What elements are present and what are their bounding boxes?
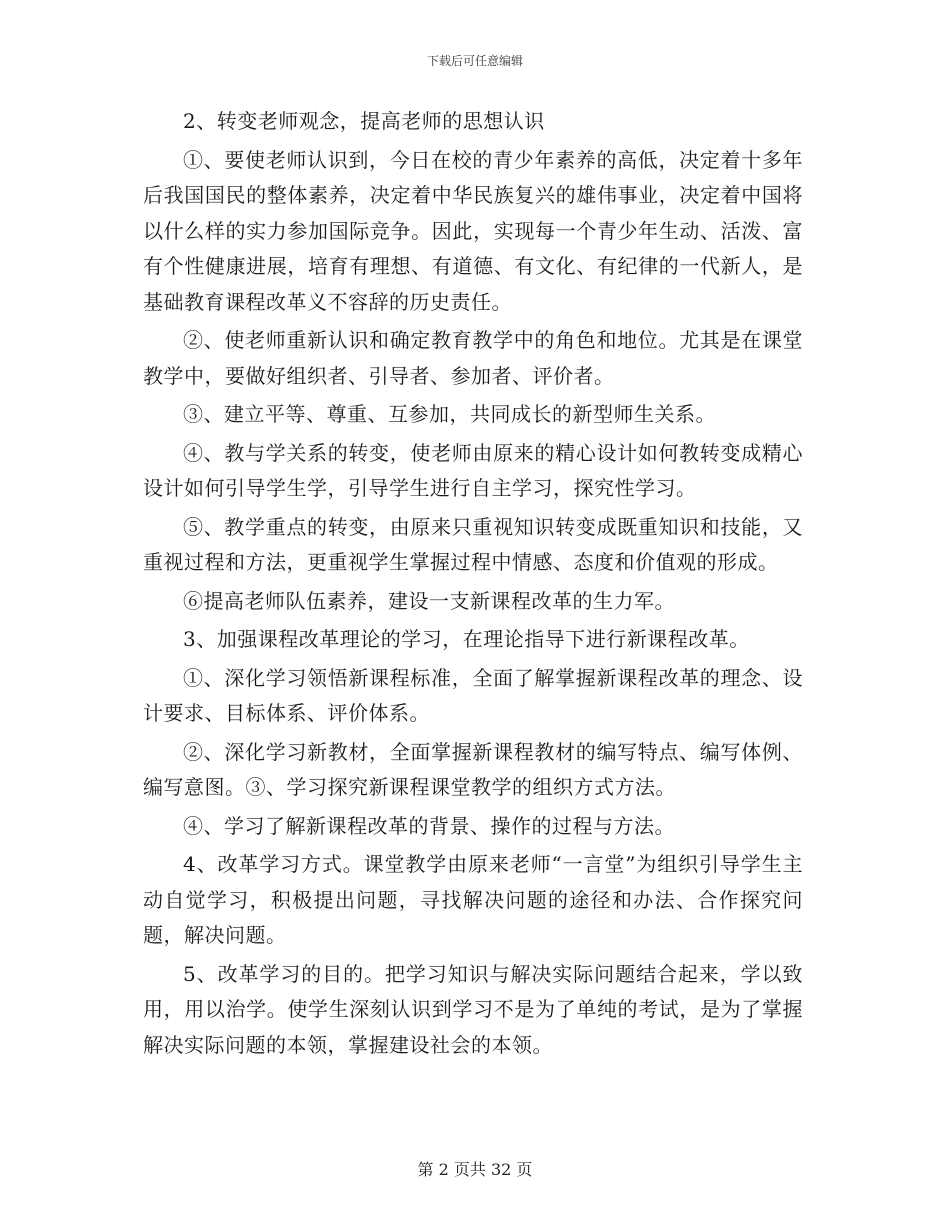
page-header: 下载后可任意编辑 [426, 54, 523, 68]
paragraph-heading-4: 4、改革学习方式。课堂教学由原来老师“一言堂”为组织引导学生主动自觉学习，积极提出问题，寻找解决问题的途径和办法、合作探究问题，解决问题。 [143, 852, 803, 947]
paragraph: ①、要使老师认识到，今日在校的青少年素养的高低，决定着十多年后我国国民的整体素养，决定着中华民族复兴的雄伟事业，决定着中国将以什么样的实力参加国际竞争。因此，实现每一个青少年生动、活泼、富有个性健康进展，培育有理想、有道德、有文化、有纪律的一代新人，是基础教育课程改革义不容辞的历史责任。 [143, 147, 803, 314]
paragraph-heading-5: 5、改革学习的目的。把学习知识与解决实际问题结合起来，学以致用，用以治学。使学生深刻认识到学习不是为了单纯的考试，是为了掌握解决实际问题的本领，掌握建设社会的本领。 [143, 961, 803, 1057]
paragraph: ②、使老师重新认识和确定教育教学中的角色和地位。尤其是在课堂教学中，要做好组织者、引导者、参加者、评价者。 [143, 328, 803, 388]
paragraph-heading-3: 3、加强课程改革理论的学习，在理论指导下进行新课程改革。 [183, 627, 750, 651]
paragraph: ②、深化学习新教材，全面掌握新课程教材的编写特点、编写体例、编写意图。③、学习探究新课程课堂教学的组织方式方法。 [143, 739, 803, 799]
paragraph: ④、教与学关系的转变，使老师由原来的精心设计如何教转变成精心设计如何引导学生学，引导学生进行自主学习，探究性学习。 [143, 440, 803, 500]
document-body [143, 104, 803, 1066]
paragraph: ④、学习了解新课程改革的背景、操作的过程与方法。 [183, 813, 675, 838]
paragraph: ③、建立平等、尊重、互参加，共同成长的新型师生关系。 [183, 402, 716, 426]
page-number-footer: 第 2 页共 32 页 [417, 1160, 533, 1179]
paragraph: ⑤、教学重点的转变，由原来只重视知识转变成既重知识和技能，又重视过程和方法，更重视学生掌握过程中情感、态度和价值观的形成。 [143, 514, 803, 574]
paragraph-heading-2: 2、转变老师观念，提高老师的思想认识 [183, 109, 545, 133]
paragraph: ⑥提高老师队伍素养，建设一支新课程改革的生力军。 [183, 588, 675, 613]
paragraph: ①、深化学习领悟新课程标准，全面了解掌握新课程改革的理念、设计要求、目标体系、评价体系。 [143, 665, 803, 725]
